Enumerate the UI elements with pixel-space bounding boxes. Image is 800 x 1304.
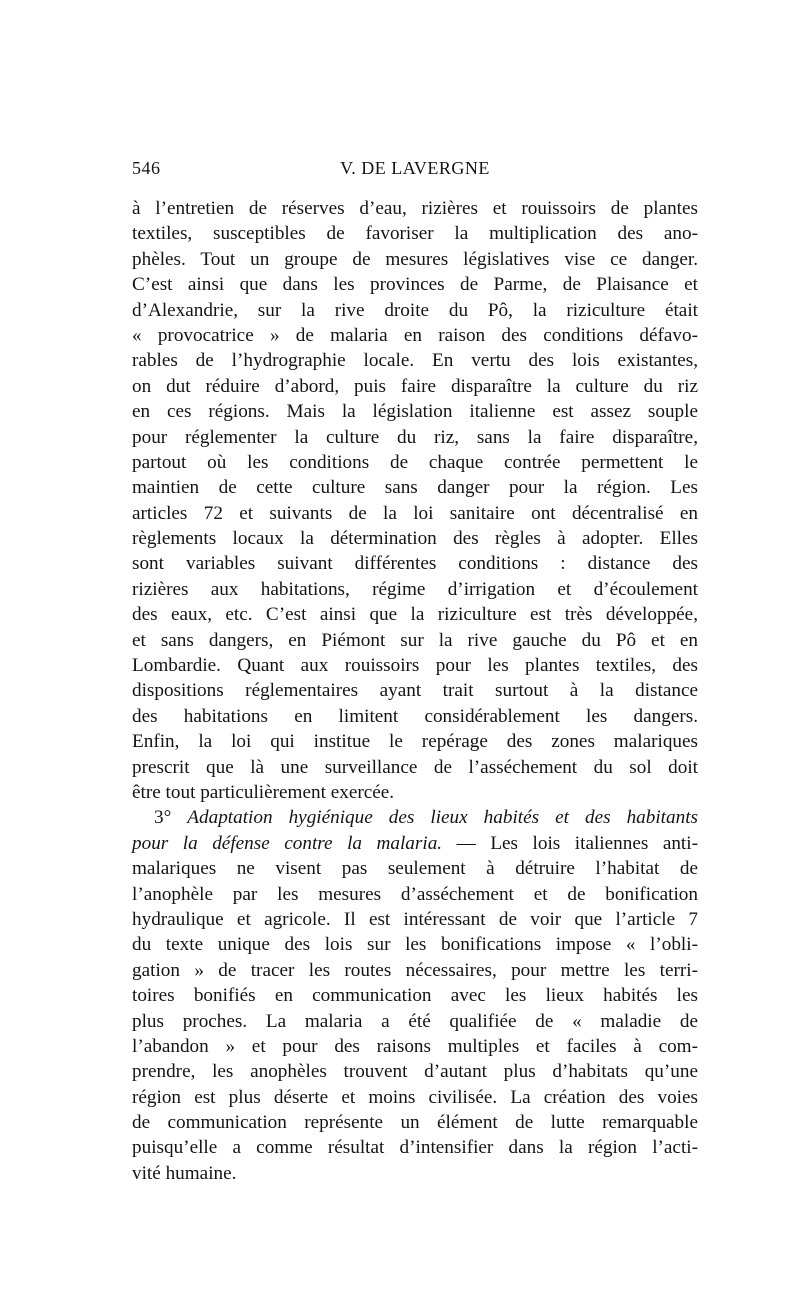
text-line: dispositions réglementaires ayant trait surtout à la distance <box>132 680 698 702</box>
text-line: articles 72 et suivants de la loi sanitaire ont décentralisé en <box>132 502 698 524</box>
text-line: gation » de tracer les routes nécessaires, pour mettre les terri- <box>132 959 698 981</box>
section-number: 3° <box>154 807 172 829</box>
text-line: être tout particulièrement exercée. <box>132 781 395 803</box>
text-line: l’abandon » et pour des raisons multiples et faciles à com- <box>132 1035 698 1057</box>
text-line: règlements locaux la détermination des règles à adopter. Elles <box>132 528 698 550</box>
text-line: hydraulique et agricole. Il est intéressant de voir que l’article 7 <box>132 908 698 930</box>
text-line: toires bonifiés en communication avec les lieux habités les <box>132 985 698 1007</box>
running-title: V. DE LAVERGNE <box>340 158 490 178</box>
text-line: d’Alexandrie, sur la rive droite du Pô, la riziculture était <box>132 299 698 321</box>
body-text <box>132 196 698 1186</box>
text-line: et sans dangers, en Piémont sur la rive gauche du Pô et en <box>132 629 698 651</box>
text-line: sont variables suivant différentes conditions : distance des <box>132 553 698 575</box>
text-line: puisqu’elle a comme résultat d’intensifier dans la région l’acti- <box>132 1137 698 1159</box>
text-line: à l’entretien de réserves d’eau, rizières et rouissoirs de plantes <box>132 198 698 219</box>
text-line: des eaux, etc. C’est ainsi que la riziculture est très développée, <box>132 604 698 626</box>
text-line: textiles, susceptibles de favoriser la multiplication des ano- <box>132 223 698 245</box>
text-line: en ces régions. Mais la législation italienne est assez souple <box>132 401 698 423</box>
text-line: prendre, les anophèles trouvent d’autant plus d’habitats qu’une <box>132 1061 698 1083</box>
text-line: Lombardie. Quant aux rouissoirs pour les plantes textiles, des <box>132 655 698 677</box>
text-line: « provocatrice » de malaria en raison des conditions défavo- <box>132 324 698 346</box>
text-line: rables de l’hydrographie locale. En vertu des lois existantes, <box>132 350 698 372</box>
page-number: 546 <box>132 158 161 178</box>
text-line: Enfin, la loi qui institue le repérage des zones malariques <box>132 731 698 753</box>
text-line: région est plus déserte et moins civilisée. La création des voies <box>132 1086 698 1108</box>
section-heading-line <box>132 831 698 856</box>
section-heading-part2: pour la défense contre la malaria. <box>132 832 443 854</box>
text-line: des habitations en limitent considérablement les dangers. <box>132 705 698 727</box>
running-head <box>132 158 698 182</box>
section-heading-part1: Adaptation hygiénique des lieux habités et des habitants <box>187 807 698 829</box>
text-line: malariques ne visent pas seulement à détruire l’habitat de <box>132 858 698 880</box>
text-line: rizières aux habitations, régime d’irrigation et d’écoulement <box>132 578 698 600</box>
text-line: vité humaine. <box>132 1162 237 1184</box>
text-line: phèles. Tout un groupe de mesures législatives vise ce danger. <box>132 248 698 270</box>
section-heading-line <box>132 805 698 830</box>
section-first-text: — Les lois italiennes anti- <box>442 832 698 854</box>
text-line: de communication représente un élément de lutte remarquable <box>132 1112 698 1134</box>
text-line: partout où les conditions de chaque contrée permettent le <box>132 451 698 473</box>
text-line: prescrit que là une surveillance de l’asséchement du sol doit <box>132 756 698 778</box>
text-line: pour réglementer la culture du riz, sans la faire disparaître, <box>132 426 698 448</box>
text-line: du texte unique des lois sur les bonifications impose « l’obli- <box>132 934 698 956</box>
text-line: l’anophèle par les mesures d’asséchement et de bonification <box>132 883 698 905</box>
text-line: maintien de cette culture sans danger pour la région. Les <box>132 477 698 499</box>
text-line: plus proches. La malaria a été qualifiée de « maladie de <box>132 1010 698 1032</box>
text-line: C’est ainsi que dans les provinces de Parme, de Plaisance et <box>132 274 698 296</box>
text-line: on dut réduire d’abord, puis faire disparaître la culture du riz <box>132 375 698 397</box>
